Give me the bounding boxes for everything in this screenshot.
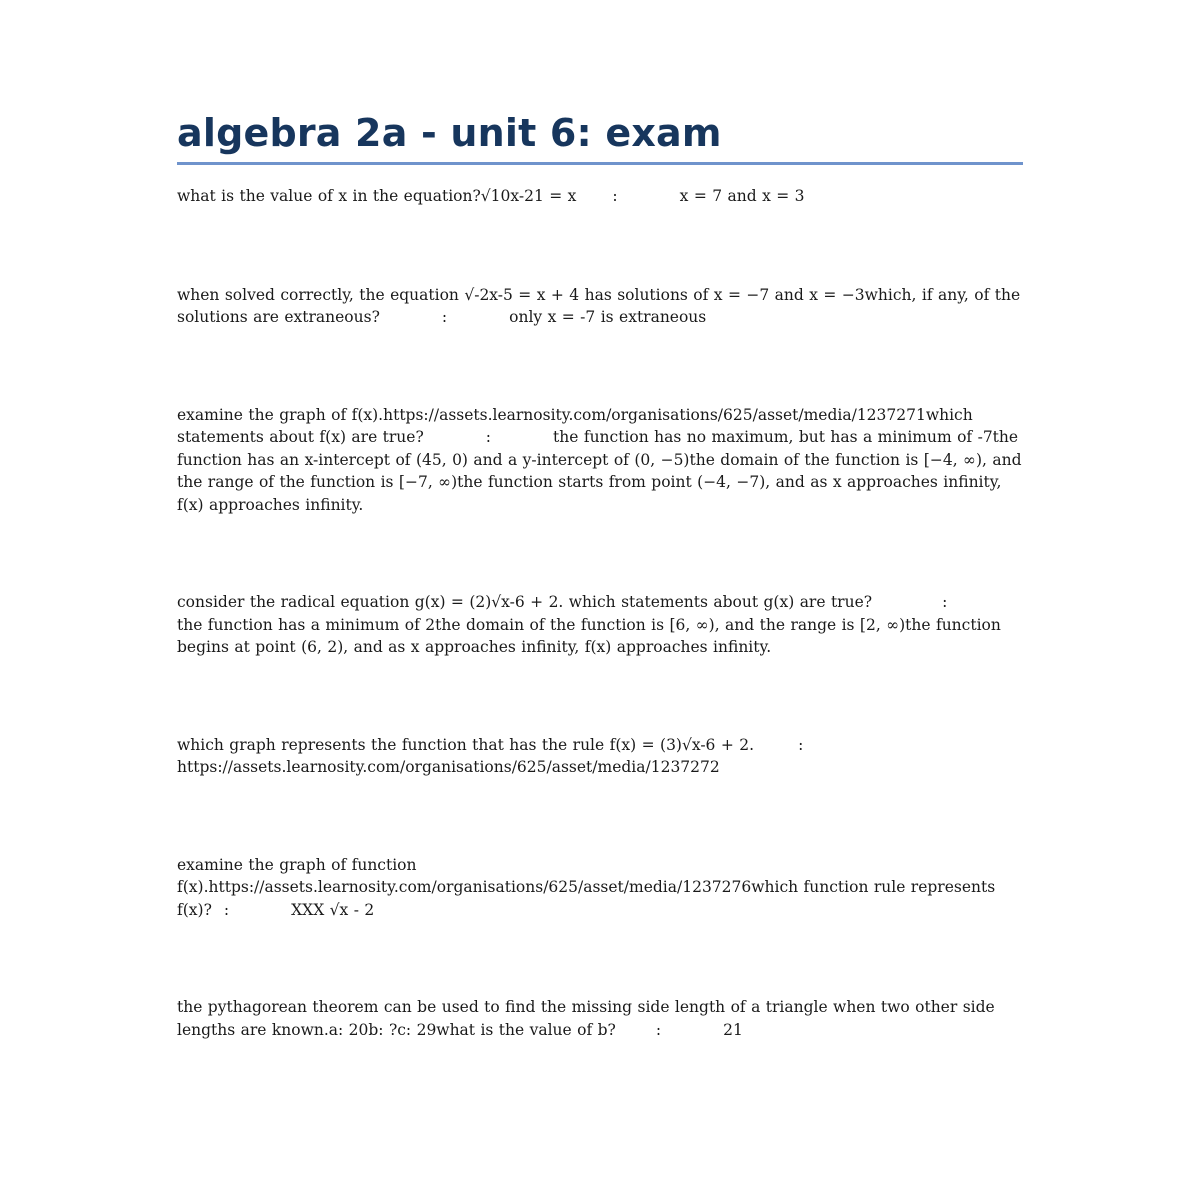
answer-text: XXX √x - 2 — [291, 900, 375, 919]
document-title: algebra 2a - unit 6: exam — [177, 108, 1023, 165]
separator: : — [441, 308, 448, 326]
qa-item-7 — [177, 996, 1023, 1041]
question-text: examine the graph of function f(x).https://assets.learnosity.com/organisations/625/asset/media/1237276which function rule represents f(x)? — [177, 855, 1001, 919]
qa-item-6 — [177, 854, 1023, 922]
qa-item-5 — [177, 734, 1023, 779]
separator: : — [798, 735, 804, 754]
separator: : — [223, 900, 230, 919]
answer-text: https://assets.learnosity.com/organisations/625/asset/media/1237272 — [177, 758, 720, 776]
question-text: examine the graph of f(x).https://assets.learnosity.com/organisations/625/asset/media/1237271which statements about f(x) are true? — [177, 405, 979, 446]
qa-item-3 — [177, 404, 1027, 517]
answer-text: only x = -7 is extraneous — [509, 308, 707, 326]
answer-text: x = 7 and x = 3 — [679, 187, 805, 205]
question-text: which graph represents the function that has the rule f(x) = (3)√x-6 + 2. — [177, 735, 755, 754]
separator: : — [942, 593, 948, 611]
qa-item-1 — [177, 185, 1023, 208]
document-page — [177, 108, 1027, 1041]
qa-item-2 — [177, 284, 1026, 329]
answer-text: the function has no maximum, but has a minimum of -7the function has an x-intercept of (45, 0) and a y-intercept of (0, −5)the domain of the function is [−4, ∞), and the range of the function is [−7, ∞)the function starts from point (−4, −7), and as x approaches infinity, f(x) approaches infinity. — [177, 428, 1027, 514]
separator: : — [655, 1020, 662, 1039]
question-text: consider the radical equation g(x) = (2)√x-6 + 2. which statements about g(x) are true? — [177, 593, 873, 611]
answer-text: the function has a minimum of 2the domain of the function is [6, ∞), and the range is [2, ∞)the function begins at point (6, 2), and as x approaches infinity, f(x) approaches infinity. — [177, 615, 1007, 656]
question-text: when solved correctly, the equation √-2x-5 = x + 4 has solutions of x = −7 and x = −3which, if any, of the solutions are extraneous? — [177, 285, 1026, 326]
separator: : — [485, 428, 492, 446]
question-text: the pythagorean theorem can be used to find the missing side length of a triangle when two other side lengths are known.a: 20b: ?c: 29what is the value of b? — [177, 998, 1001, 1039]
question-text: what is the value of x in the equation?√10x-21 = x — [177, 187, 577, 205]
separator: : — [612, 187, 618, 205]
qa-item-4 — [177, 591, 1023, 659]
answer-text: 21 — [723, 1020, 743, 1039]
